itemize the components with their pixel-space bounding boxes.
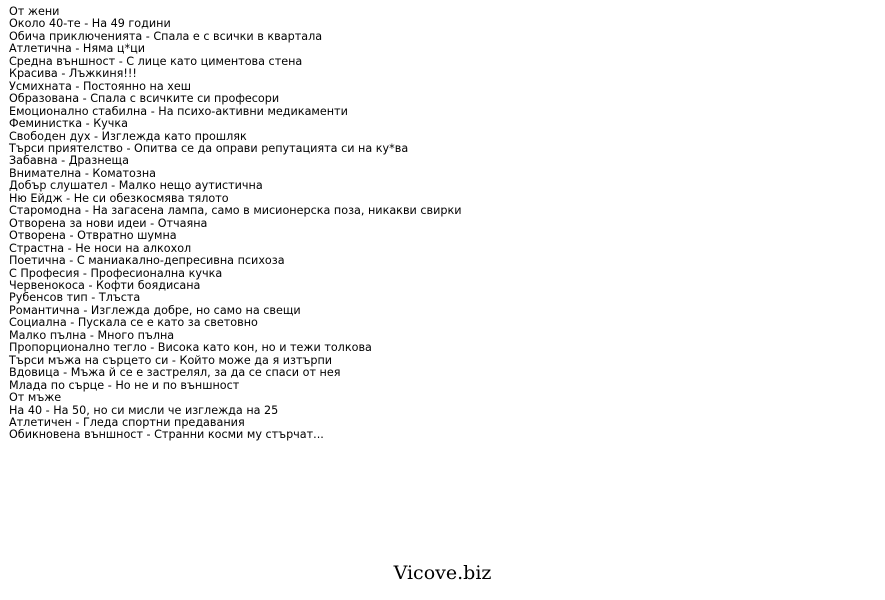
text-line: Около 40-те - На 49 години	[9, 17, 171, 31]
text-line: Млада по сърце - Но не и по външност	[9, 378, 240, 392]
section-heading: От мъже	[9, 391, 62, 405]
text-line: Страстна - Не носи на алкохол	[9, 241, 192, 255]
text-line: Средна външност - С лице като циментова стена	[9, 54, 303, 68]
text-line: Красива - Лъжкиня!!!	[9, 67, 137, 81]
joke-text-list	[9, 6, 869, 442]
text-line: Търси мъжа на сърцето си - Който може да я изтърпи	[9, 353, 333, 367]
text-line: Внимателна - Коматозна	[9, 166, 156, 180]
text-line: Търси приятелство - Опитва се да оправи репутацията си на ку*ва	[9, 141, 409, 155]
text-line: Добър слушател - Малко нещо аутистична	[9, 179, 263, 193]
text-line: Феминистка - Кучка	[9, 117, 129, 131]
section-heading: От жени	[9, 5, 60, 18]
text-line: Романтична - Изглежда добре, но само на свещи	[9, 303, 301, 317]
text-line: Обикновена външност - Странни косми му стърчат...	[9, 428, 324, 442]
text-line: Поетична - С маниакално-депресивна психоза	[9, 254, 285, 268]
text-line: Обича приключенията - Спала е с всички в квартала	[9, 29, 323, 43]
text-line: Атлетичен - Гледа спортни предавания	[9, 415, 245, 429]
text-line: С Професия - Професионална кучка	[9, 266, 223, 280]
text-line: Червенокоса - Кофти боядисана	[9, 278, 201, 292]
text-line: Пропорционално тегло - Висока като кон, но и тежи толкова	[9, 341, 372, 355]
text-line: Рубенсов тип - Тлъста	[9, 291, 141, 305]
text-line: Атлетична - Няма ц*ци	[9, 42, 146, 56]
text-line: Социална - Пускала се е като за световно	[9, 316, 258, 330]
text-line: Усмихната - Постоянно на хеш	[9, 79, 191, 93]
text-line: Вдовица - Мъжа й се е застрелял, за да се спаси от нея	[9, 366, 341, 380]
text-line: Отворена - Отвратно шумна	[9, 229, 177, 243]
text-line: Ню Ейдж - Не си обезкосмява тялото	[9, 191, 229, 205]
site-watermark: Vicove.biz	[393, 562, 492, 584]
text-line: На 40 - На 50, но си мисли че изглежда на 25	[9, 403, 279, 417]
text-line: Свободен дух - Изглежда като прошляк	[9, 129, 247, 143]
text-line: Старомодна - На загасена лампа, само в мисионерска поза, никакви свирки	[9, 204, 462, 218]
text-line: Образована - Спала с всичките си професори	[9, 92, 280, 106]
text-line: Малко пълна - Много пълна	[9, 328, 175, 342]
text-line: Емоционално стабилна - На психо-активни медикаменти	[9, 104, 348, 118]
text-line: Отворена за нови идеи - Отчаяна	[9, 216, 208, 230]
text-line: Забавна - Дразнеща	[9, 154, 129, 168]
